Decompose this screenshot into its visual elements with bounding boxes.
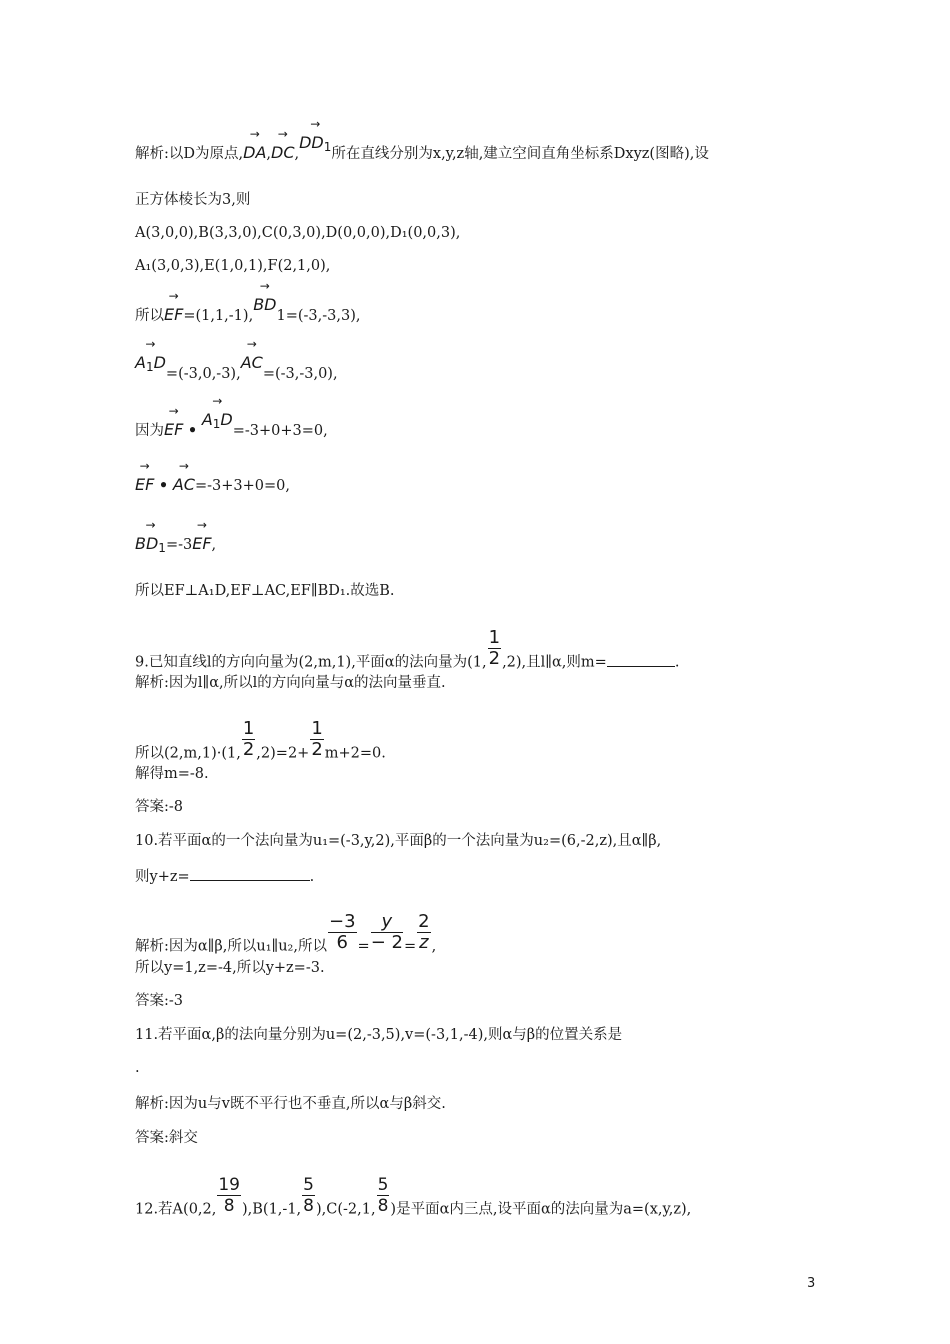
fraction-one-half: $\frac{1}{2}$ <box>242 718 255 760</box>
vector-EF: → EF <box>164 404 184 439</box>
fraction-one-half: $\frac{1}{2}$ <box>488 627 501 669</box>
solution-10-line-1: 解析:因为α∥β,所以u₁∥u₂,所以 $\frac{-3}{6}$ = $\frac{y}{- 2}$ = $\frac{2}{z}$ , <box>135 911 437 955</box>
text: 解析:以D为原点, <box>135 146 244 162</box>
fraction-2-over-z: $\frac{2}{z}$ <box>418 911 430 953</box>
page-number: 3 <box>807 1276 816 1291</box>
fraction-19-over-8: $\frac{19}{8}$ <box>218 1175 240 1216</box>
answer-11: 答案:斜交 <box>135 1130 198 1146</box>
answer-blank <box>190 866 310 881</box>
question-10-line-2: 则y+z= . <box>135 866 314 887</box>
vectors-line-2: → $A_1D=(-3,0,-3)$, → AC=(-3,-3,0), <box>135 337 338 382</box>
vector-BD1: → $BD_1$ <box>135 518 166 555</box>
conclusion-8: 所以EF⊥A₁D,EF⊥AC,EF∥BD₁.故选B. <box>135 583 395 599</box>
parallel-line: → $BD_1=-3$ → EF, <box>135 534 216 558</box>
solution-9-line-1: 解析:因为l∥α,所以l的方向向量与α的法向量垂直. <box>135 675 446 691</box>
dot-product-line-1: 因为 → EF • → $A_1D=-3+0+3=0$, <box>135 394 328 439</box>
solution-9-line-2: 所以(2,m,1)·(1, $\frac{1}{2}$ ,2)=2+ $\frac{1}{2}$ m+2=0. <box>135 718 386 762</box>
solution-9-line-3: 解得m=-8. <box>135 766 209 782</box>
solution-10-line-2: 所以y=1,z=-4,所以y+z=-3. <box>135 960 325 976</box>
text: 所在直线分别为x,y,z轴,建立空间直角坐标系Dxyz(图略),设 <box>331 146 709 162</box>
answer-10: 答案:-3 <box>135 993 184 1009</box>
vector-A1D: → $A_1D$ <box>135 337 166 374</box>
vector-EF: → EF <box>164 289 184 324</box>
vectors-line-1: 所以 → EF=(1,1,-1), → BD1=(-3,-3,3), <box>135 279 361 324</box>
vector-AC: → AC <box>172 459 195 494</box>
vector-AC: → AC <box>240 337 263 372</box>
question-12: 12.若A(0,2, $\frac{19}{8}$ ),B(1,-1, $\frac{5}{8}$ ),C(-2,1, $\frac{5}{8}$ )是平面α内三点,设平面α的法向量为a=(x,y,z), <box>135 1175 692 1218</box>
vector-DC: → DC <box>271 127 295 162</box>
vector-DD1: → $DD_1$ <box>299 117 332 154</box>
fraction-one-half: $\frac{1}{2}$ <box>311 718 323 760</box>
fraction-5-over-8: $\frac{5}{8}$ <box>303 1175 314 1216</box>
solution-11: 解析:因为u与v既不平行也不垂直,所以α与β斜交. <box>135 1096 446 1112</box>
fraction-minus3-over-6: $\frac{-3}{6}$ <box>328 911 356 953</box>
question-11-line-2: . <box>135 1060 140 1076</box>
vector-DA: → DA <box>243 127 267 162</box>
coordinates-line-1: A(3,0,0),B(3,3,0),C(0,3,0),D(0,0,0),D₁(0,0,3), <box>135 225 461 241</box>
coordinates-line-2: A₁(3,0,3),E(1,0,1),F(2,1,0), <box>135 258 331 274</box>
question-11-line-1: 11.若平面α,β的法向量分别为u=(2,-3,5),v=(-3,1,-4),则α与β的位置关系是 <box>135 1027 623 1043</box>
question-10-line-1: 10.若平面α的一个法向量为u₁=(-3,y,2),平面β的一个法向量为u₂=(6,-2,z),且α∥β, <box>135 833 662 849</box>
question-9: 9.已知直线l的方向向量为(2,m,1),平面α的法向量为(1, $\frac{1}{2}$ ,2),且l∥α,则m= . <box>135 627 680 671</box>
answer-blank <box>607 652 675 667</box>
vector-BD1: → BD <box>253 279 277 314</box>
answer-9: 答案:-8 <box>135 799 184 815</box>
solution-8-line-2: 正方体棱长为3,则 <box>135 192 251 208</box>
dot-product-line-2: → EF • → AC=-3+3+0=0, <box>135 459 290 494</box>
vector-A1D: → $A_1D$ <box>201 394 233 431</box>
solution-8-line-1: 解析:以D为原点, → DA, → DC, → $DD_1$所在直线分别为x,y,z轴,建立空间直角坐标系Dxyz(图略),设 <box>135 117 709 162</box>
vector-EF: → EF <box>192 518 212 553</box>
vector-EF: → EF <box>135 459 155 494</box>
fraction-5-over-8: $\frac{5}{8}$ <box>377 1175 389 1216</box>
fraction-y-over-minus2: $\frac{y}{- 2}$ <box>370 911 403 953</box>
